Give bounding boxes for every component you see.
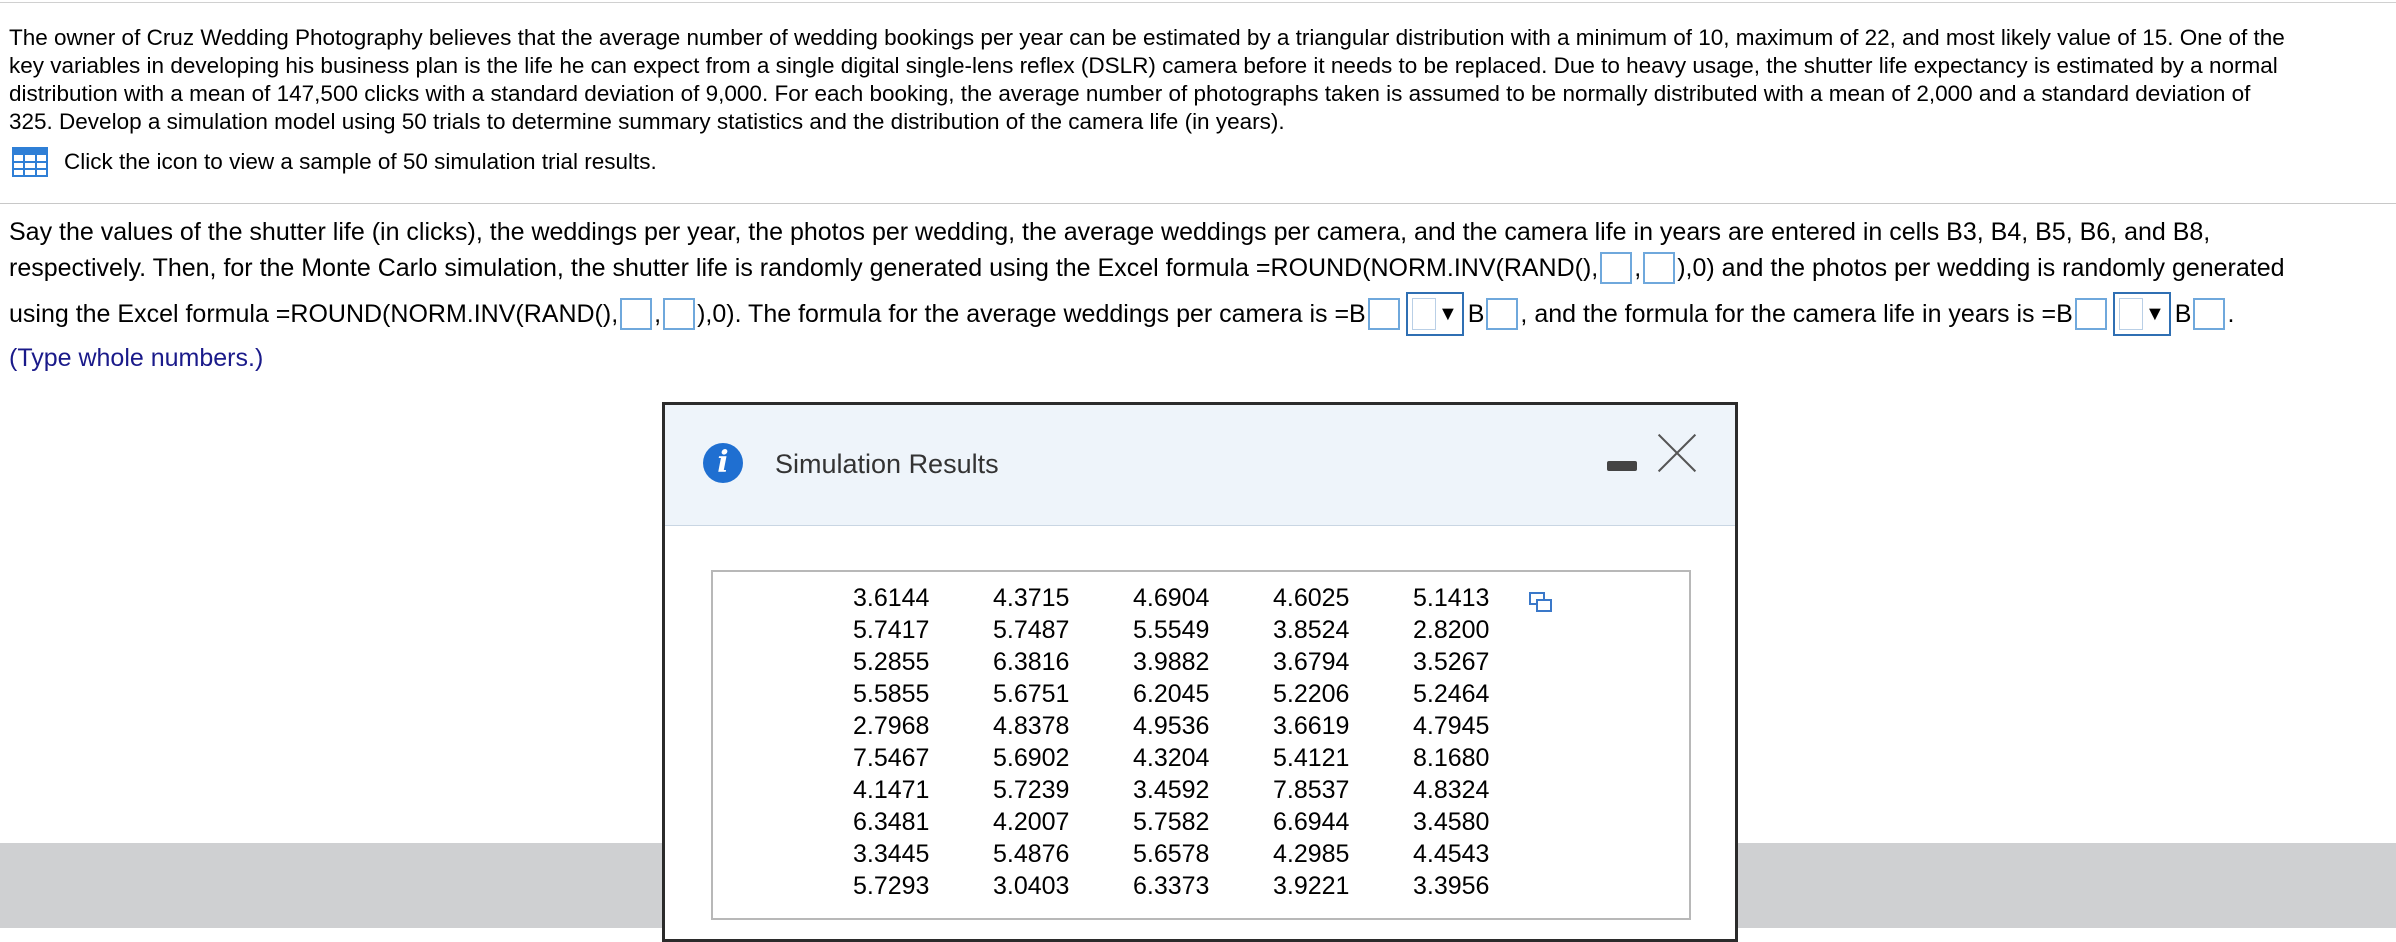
camera-life-operator-dropdown[interactable] (2113, 292, 2171, 336)
dropdown-value-box (2119, 298, 2143, 330)
photos-mean-input[interactable] (620, 298, 652, 330)
sample-results-link-row (12, 147, 657, 177)
question-line-1 (9, 215, 2210, 249)
table-cell: 7.5467 (853, 743, 930, 772)
table-cell: 5.4876 (993, 839, 1070, 868)
question-text: respectively. Then, for the Monte Carlo simulation, the shutter life is randomly generated using the Excel formula =ROUND(NORM.INV(RAND(), (9, 253, 1599, 282)
question-text: ),0) and the photos per wedding is randomly generated (1677, 253, 2285, 282)
shutter-stdev-input[interactable] (1643, 252, 1675, 284)
avg-weddings-cell-2-input[interactable] (1486, 298, 1518, 330)
avg-weddings-cell-1-input[interactable] (1368, 298, 1400, 330)
problem-line: key variables in developing his business plan is the life he can expect from a single digital single-lens reflex (DSLR) camera before it needs to be replaced. Due to heavy usage, the shutter life expectancy is estimated by a normal (9, 53, 2278, 78)
table-cell: 3.4592 (1133, 775, 1210, 804)
photos-stdev-input[interactable] (663, 298, 695, 330)
table-cell: 4.1471 (853, 775, 930, 804)
table-grid-icon[interactable] (12, 147, 48, 177)
question-line-2 (9, 251, 2285, 285)
dropdown-value-box (1412, 298, 1436, 330)
table-row (853, 806, 1553, 838)
table-cell: 4.7945 (1413, 711, 1490, 740)
simulation-results-dialog (662, 402, 1738, 942)
table-cell: 5.2855 (853, 647, 930, 676)
table-row (853, 678, 1553, 710)
table-cell: 4.2985 (1273, 839, 1350, 868)
table-cell: 2.8200 (1413, 615, 1490, 644)
table-cell: 5.7239 (993, 775, 1070, 804)
table-cell: 3.5267 (1413, 647, 1490, 676)
period: . (2227, 299, 2235, 328)
problem-line: distribution with a mean of 147,500 clicks with a standard deviation of 9,000. For each booking, the average number of photographs taken is assumed to be normally distributed with a mean of 2,000 and a standard deviation of (9, 81, 2251, 106)
table-cell: 4.6025 (1273, 583, 1350, 612)
chevron-down-icon: ▼ (1437, 302, 1458, 325)
table-row (853, 710, 1553, 742)
results-table (853, 582, 1553, 902)
close-icon[interactable] (1655, 431, 1699, 475)
table-row (853, 582, 1553, 614)
camera-life-cell-2-input[interactable] (2193, 298, 2225, 330)
table-cell: 3.6619 (1273, 711, 1350, 740)
table-cell: 4.6904 (1133, 583, 1210, 612)
dialog-title: Simulation Results (775, 449, 999, 479)
table-cell: 5.6751 (993, 679, 1070, 708)
table-cell: 3.9221 (1273, 871, 1350, 900)
cell-prefix: B (2174, 299, 2192, 328)
table-row (853, 646, 1553, 678)
table-row (853, 614, 1553, 646)
table-cell: 3.6144 (853, 583, 930, 612)
table-cell: 6.2045 (1133, 679, 1210, 708)
table-cell: 4.8324 (1413, 775, 1490, 804)
table-cell: 5.4121 (1273, 743, 1350, 772)
table-cell: 4.3715 (993, 583, 1070, 612)
table-cell: 4.4543 (1413, 839, 1490, 868)
problem-line: 325. Develop a simulation model using 50 trials to determine summary statistics and the distribution of the camera life (in years). (9, 109, 1285, 134)
question-text: ),0). The formula for the average weddings per camera is =B (697, 299, 1366, 328)
section-divider (0, 203, 2396, 204)
results-table-frame (711, 570, 1691, 920)
table-cell: 3.3956 (1413, 871, 1490, 900)
question-text: , and the formula for the camera life in years is =B (1520, 299, 2073, 328)
table-cell: 4.2007 (993, 807, 1070, 836)
table-row (853, 838, 1553, 870)
table-cell: 5.5549 (1133, 615, 1210, 644)
table-cell: 6.3816 (993, 647, 1070, 676)
sample-results-link-text: Click the icon to view a sample of 50 simulation trial results. (64, 149, 657, 174)
info-icon: i (703, 443, 743, 483)
table-cell: 5.6902 (993, 743, 1070, 772)
table-row (853, 870, 1553, 902)
question-text: Say the values of the shutter life (in clicks), the weddings per year, the photos per wedding, the average weddings per camera, and the camera life in years are entered in cells B3, B4, B5, B6, and B8, (9, 217, 2211, 246)
comma-separator: , (654, 299, 662, 328)
shutter-mean-input[interactable] (1600, 252, 1632, 284)
table-cell: 8.1680 (1413, 743, 1490, 772)
minimize-icon[interactable] (1607, 461, 1637, 471)
table-cell: 5.1413 (1413, 583, 1490, 612)
table-cell: 5.7293 (853, 871, 930, 900)
cell-prefix: B (1467, 299, 1485, 328)
table-cell: 5.5855 (853, 679, 930, 708)
table-cell: 5.2464 (1413, 679, 1490, 708)
top-divider (0, 2, 2396, 3)
table-cell: 3.4580 (1413, 807, 1490, 836)
table-cell: 6.3373 (1133, 871, 1210, 900)
table-cell: 5.7582 (1133, 807, 1210, 836)
table-cell: 3.9882 (1133, 647, 1210, 676)
problem-statement (9, 24, 2396, 136)
camera-life-cell-1-input[interactable] (2075, 298, 2107, 330)
table-cell: 3.8524 (1273, 615, 1350, 644)
table-cell: 3.3445 (853, 839, 930, 868)
table-cell: 3.6794 (1273, 647, 1350, 676)
table-cell: 5.6578 (1133, 839, 1210, 868)
table-cell: 4.8378 (993, 711, 1070, 740)
table-row (853, 742, 1553, 774)
answer-hint: (Type whole numbers.) (9, 344, 264, 372)
question-text: using the Excel formula =ROUND(NORM.INV(RAND(), (9, 299, 619, 328)
table-cell: 3.0403 (993, 871, 1070, 900)
table-cell: 5.2206 (1273, 679, 1350, 708)
dialog-header (665, 405, 1735, 526)
table-cell: 4.3204 (1133, 743, 1210, 772)
chevron-down-icon: ▼ (2144, 302, 2165, 325)
table-cell: 6.3481 (853, 807, 930, 836)
table-cell: 5.7487 (993, 615, 1070, 644)
comma-separator: , (1634, 253, 1642, 282)
table-cell: 5.7417 (853, 615, 930, 644)
problem-line: The owner of Cruz Wedding Photography believes that the average number of wedding bookings per year can be estimated by a triangular distribution with a minimum of 10, maximum of 22, and most likely value of 15. One of the (9, 25, 2285, 50)
table-row (853, 774, 1553, 806)
avg-weddings-operator-dropdown[interactable] (1406, 292, 1464, 336)
copy-icon[interactable] (1529, 592, 1553, 614)
table-cell: 7.8537 (1273, 775, 1350, 804)
question-line-3 (9, 297, 2234, 331)
table-cell: 6.6944 (1273, 807, 1350, 836)
table-cell: 4.9536 (1133, 711, 1210, 740)
table-cell: 2.7968 (853, 711, 930, 740)
